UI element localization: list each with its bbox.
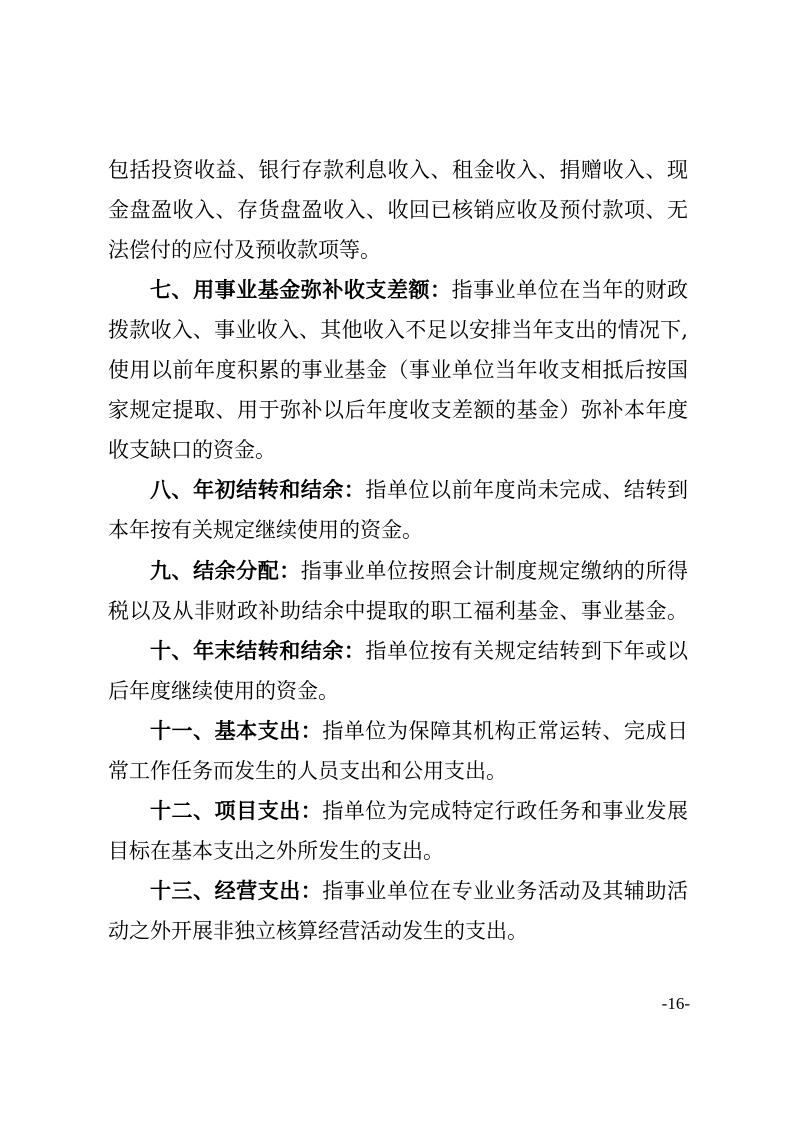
paragraph-line: 本年按有关规定继续使用的资金。 — [108, 518, 423, 542]
term-definition: 指单位按有关规定结转到下年或以 — [365, 639, 689, 663]
paragraph-line: 法偿付的应付及预收款项等。 — [108, 238, 381, 262]
term-definition: 指单位以前年度尚未完成、结转到 — [365, 478, 689, 502]
paragraph-line: 动之外开展非独立核算经营活动发生的支出。 — [108, 919, 528, 943]
term-heading: 七、用事业基金弥补收支差额： — [150, 277, 452, 302]
paragraph-first-line — [150, 631, 688, 671]
paragraph-line: 后年度继续使用的资金。 — [108, 679, 339, 703]
paragraph-line: 家规定提取、用于弥补以后年度收支差额的基金）弥补本年度 — [108, 398, 688, 422]
paragraph-line: 收支缺口的资金。 — [108, 438, 276, 462]
paragraph-line: 使用以前年度积累的事业基金（事业单位当年收支相抵后按国 — [108, 358, 688, 382]
paragraph-line: 包括投资收益、银行存款利息收入、租金收入、捐赠收入、现 — [108, 158, 688, 182]
paragraph-first-line — [150, 270, 688, 310]
term-heading: 十二、项目支出： — [150, 798, 323, 823]
term-definition: 指单位为完成特定行政任务和事业发展 — [322, 799, 689, 823]
paragraph-line: 常工作任务而发生的人员支出和公用支出。 — [108, 759, 507, 783]
term-definition: 指单位为保障其机构正常运转、完成日 — [322, 719, 689, 743]
term-heading: 九、结余分配： — [150, 558, 301, 583]
paragraph-line: 拨款收入、事业收入、其他收入不足以安排当年支出的情况下, — [108, 318, 688, 342]
term-heading: 十三、经营支出： — [150, 878, 323, 903]
paragraph-first-line — [150, 551, 688, 591]
paragraph-first-line — [150, 871, 688, 911]
term-definition: 指事业单位按照会计制度规定缴纳的所得 — [300, 559, 689, 583]
paragraph-first-line — [150, 711, 688, 751]
paragraph-first-line — [150, 470, 688, 510]
term-definition: 指事业单位在当年的财政 — [451, 278, 689, 302]
term-definition: 指事业单位在专业业务活动及其辅助活 — [322, 879, 689, 903]
paragraph-line: 目标在基本支出之外所发生的支出。 — [108, 839, 444, 863]
page-number: -16- — [661, 994, 690, 1013]
paragraph-line: 税以及从非财政补助结余中提取的职工福利基金、事业基金。 — [108, 599, 688, 623]
term-heading: 十、年末结转和结余： — [150, 638, 366, 663]
paragraph-line: 金盘盈收入、存货盘盈收入、收回已核销应收及预付款项、无 — [108, 198, 688, 222]
paragraph-first-line — [150, 791, 688, 831]
term-heading: 十一、基本支出： — [150, 718, 323, 743]
term-heading: 八、年初结转和结余： — [150, 477, 366, 502]
